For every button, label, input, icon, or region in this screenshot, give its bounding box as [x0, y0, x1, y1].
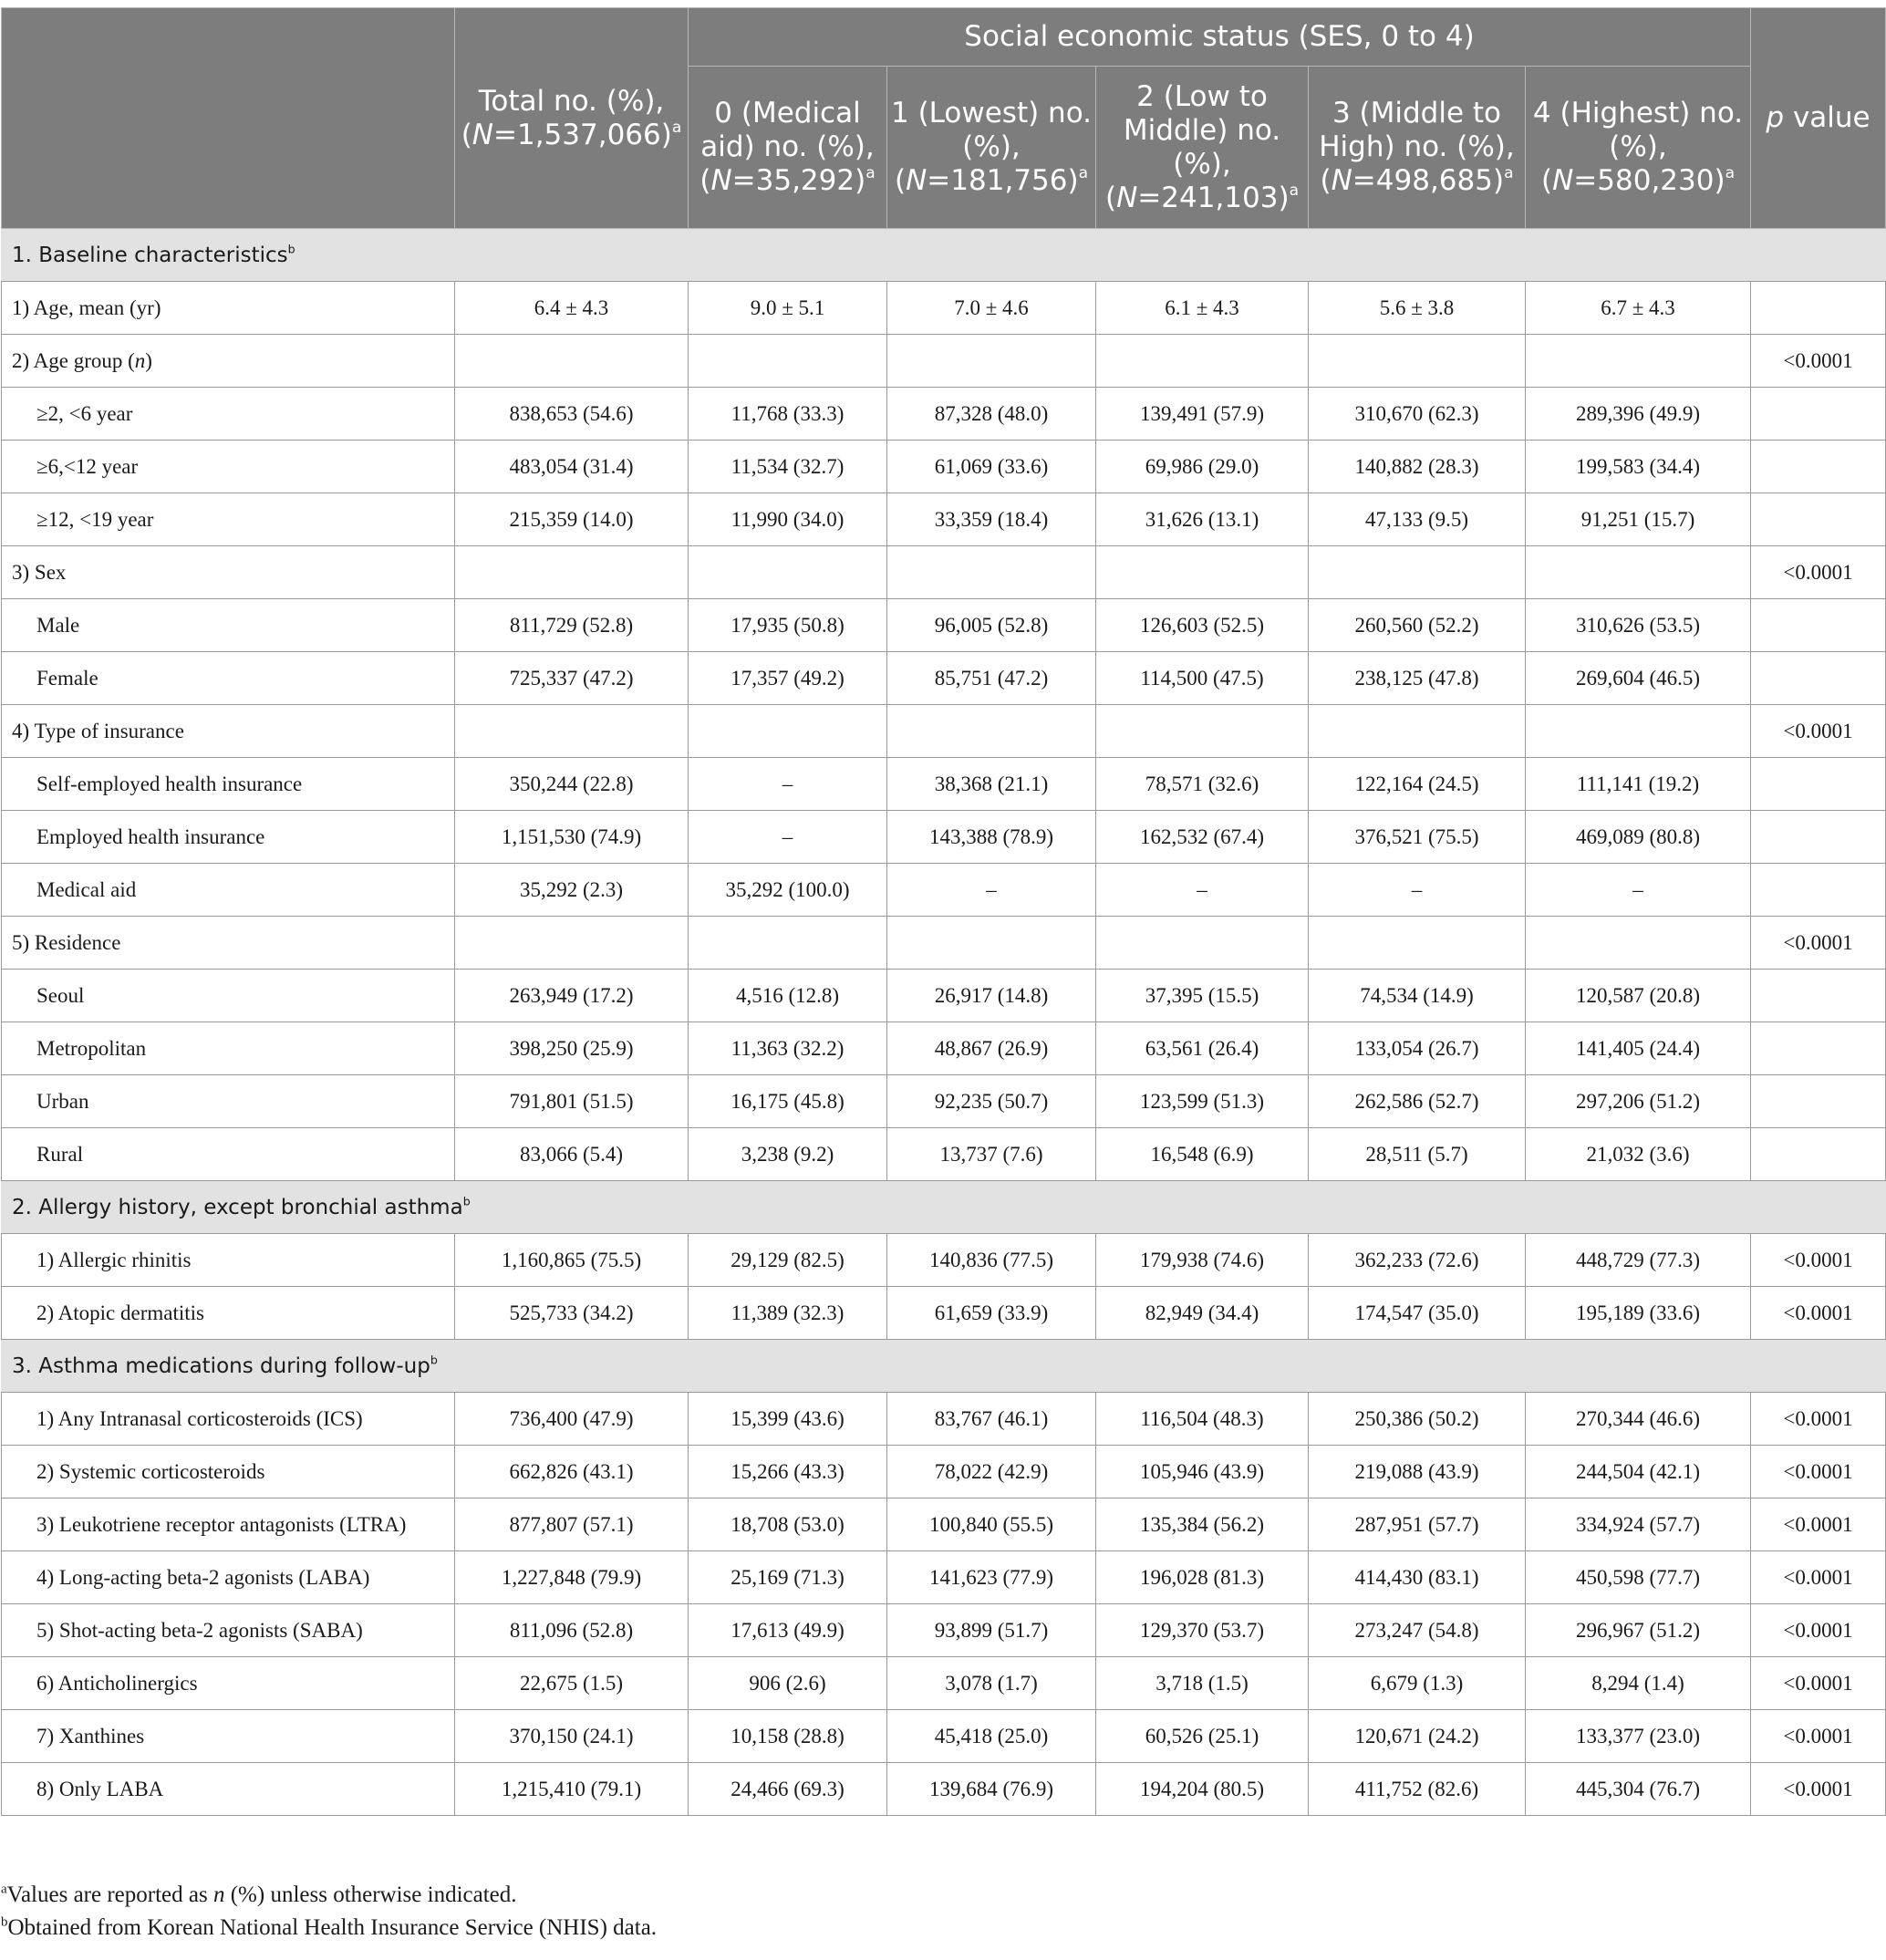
value-cell [1309, 917, 1526, 970]
table-row [2, 1604, 1886, 1657]
table-row [2, 1234, 1886, 1287]
footnote-ref: b [287, 242, 295, 256]
value-cell: 139,491 (57.9) [1096, 388, 1309, 441]
table-row [2, 493, 1886, 546]
value-cell: – [689, 811, 887, 864]
row-label: 4) Long-acting beta-2 agonists (LABA) [2, 1551, 455, 1604]
value-cell: 1,151,530 (74.9) [455, 811, 689, 864]
value-cell: 126,603 (52.5) [1096, 599, 1309, 652]
value-cell: 662,826 (43.1) [455, 1446, 689, 1499]
value-cell: 6.4 ± 4.3 [455, 282, 689, 335]
value-cell: 11,534 (32.7) [689, 441, 887, 493]
value-cell: 15,399 (43.6) [689, 1393, 887, 1446]
value-cell: 17,613 (49.9) [689, 1604, 887, 1657]
table-row [2, 1763, 1886, 1816]
value-cell: 25,169 (71.3) [689, 1551, 887, 1604]
table-row [2, 1128, 1886, 1181]
value-cell: 143,388 (78.9) [887, 811, 1096, 864]
header-col-label: 1 (Lowest) no. (%), [891, 97, 1092, 163]
value-cell [1096, 546, 1309, 599]
header-col-n: =181,756 [927, 164, 1068, 197]
header-col-n: =241,103 [1137, 181, 1279, 214]
value-cell: 6,679 (1.3) [1309, 1657, 1526, 1710]
value-cell: 1,160,865 (75.5) [455, 1234, 689, 1287]
section-title: 1. Baseline characteristics$^b$ [2, 229, 1886, 282]
p-value-cell: <0.0001 [1751, 1763, 1886, 1816]
p-value-cell: <0.0001 [1751, 1657, 1886, 1710]
table-row [2, 441, 1886, 493]
p-value-cell: <0.0001 [1751, 1446, 1886, 1499]
p-value-cell [1751, 1022, 1886, 1075]
row-label: Urban [2, 1075, 455, 1128]
value-cell: 811,096 (52.8) [455, 1604, 689, 1657]
value-cell: – [1526, 864, 1751, 917]
value-cell: 61,069 (33.6) [887, 441, 1096, 493]
table-row [2, 1710, 1886, 1763]
row-label: Seoul [2, 970, 455, 1022]
table-header [2, 8, 1886, 229]
value-cell: 262,586 (52.7) [1309, 1075, 1526, 1128]
value-cell: 140,836 (77.5) [887, 1234, 1096, 1287]
value-cell: 24,466 (69.3) [689, 1763, 887, 1816]
row-label: 2) Systemic corticosteroids [2, 1446, 455, 1499]
table-row [2, 1393, 1886, 1446]
value-cell: 18,708 (53.0) [689, 1499, 887, 1551]
footnote-ref: b [430, 1353, 438, 1367]
footnote: $^a$Values are reported as n (%) unless otherwise indicated. [1, 1882, 517, 1907]
table-row [2, 970, 1886, 1022]
table-body [2, 229, 1886, 1816]
header-col-ses2: 2 (Low to Middle) no. (%), (N=241,103)$^a$ [1096, 67, 1309, 229]
value-cell: – [689, 758, 887, 811]
value-cell: 47,133 (9.5) [1309, 493, 1526, 546]
value-cell: 310,670 (62.3) [1309, 388, 1526, 441]
value-cell: 838,653 (54.6) [455, 388, 689, 441]
value-cell [689, 335, 887, 388]
footnote-ref: a [1504, 164, 1514, 183]
value-cell: 448,729 (77.3) [1526, 1234, 1751, 1287]
p-value-cell [1751, 493, 1886, 546]
value-cell: 78,022 (42.9) [887, 1446, 1096, 1499]
value-cell: 83,767 (46.1) [887, 1393, 1096, 1446]
value-cell: 26,917 (14.8) [887, 970, 1096, 1022]
value-cell: 9.0 ± 5.1 [689, 282, 887, 335]
footnote-ref: a [865, 164, 876, 183]
value-cell: 139,684 (76.9) [887, 1763, 1096, 1816]
row-label: ≥2, <6 year [2, 388, 455, 441]
row-label: 3) Sex [2, 546, 455, 599]
footnote-ref: b [462, 1194, 471, 1208]
value-cell: 17,935 (50.8) [689, 599, 887, 652]
value-cell: 215,359 (14.0) [455, 493, 689, 546]
p-value-cell [1751, 864, 1886, 917]
header-col-label: 4 (Highest) no. (%), [1532, 97, 1744, 163]
value-cell: 60,526 (25.1) [1096, 1710, 1309, 1763]
value-cell: 120,671 (24.2) [1309, 1710, 1526, 1763]
value-cell: 116,504 (48.3) [1096, 1393, 1309, 1446]
value-cell: 525,733 (34.2) [455, 1287, 689, 1340]
value-cell: 140,882 (28.3) [1309, 441, 1526, 493]
table-row [2, 758, 1886, 811]
section-title: 2. Allergy history, except bronchial asthma$^b$ [2, 1181, 1886, 1234]
value-cell: 219,088 (43.9) [1309, 1446, 1526, 1499]
row-label: 8) Only LABA [2, 1763, 455, 1816]
value-cell [887, 917, 1096, 970]
row-label: Male [2, 599, 455, 652]
value-cell: 8,294 (1.4) [1526, 1657, 1751, 1710]
value-cell [689, 917, 887, 970]
value-cell: 7.0 ± 4.6 [887, 282, 1096, 335]
p-value-cell: <0.0001 [1751, 1499, 1886, 1551]
value-cell [887, 335, 1096, 388]
row-label: 1) Any Intranasal corticosteroids (ICS) [2, 1393, 455, 1446]
value-cell [455, 546, 689, 599]
value-cell: 350,244 (22.8) [455, 758, 689, 811]
p-value-cell [1751, 388, 1886, 441]
table-row [2, 1551, 1886, 1604]
table-row [2, 705, 1886, 758]
value-cell: 398,250 (25.9) [455, 1022, 689, 1075]
value-cell [455, 917, 689, 970]
p-value-cell: <0.0001 [1751, 1604, 1886, 1657]
value-cell: 38,368 (21.1) [887, 758, 1096, 811]
table-row [2, 1499, 1886, 1551]
p-value-cell [1751, 1075, 1886, 1128]
value-cell [887, 705, 1096, 758]
value-cell: 16,175 (45.8) [689, 1075, 887, 1128]
header-ses-group: Social economic status (SES, 0 to 4) [689, 8, 1751, 67]
value-cell: 29,129 (82.5) [689, 1234, 887, 1287]
row-label: 2) Age group (n) [2, 335, 455, 388]
value-cell: 791,801 (51.5) [455, 1075, 689, 1128]
value-cell [1526, 546, 1751, 599]
row-label: Metropolitan [2, 1022, 455, 1075]
value-cell: 93,899 (51.7) [887, 1604, 1096, 1657]
p-value-cell [1751, 1128, 1886, 1181]
value-cell: 877,807 (57.1) [455, 1499, 689, 1551]
value-cell: 22,675 (1.5) [455, 1657, 689, 1710]
value-cell [1309, 335, 1526, 388]
header-col-n: =580,230 [1573, 164, 1715, 197]
header-col-n: =498,685 [1352, 164, 1493, 197]
value-cell: 162,532 (67.4) [1096, 811, 1309, 864]
row-label: 5) Shot-acting beta-2 agonists (SABA) [2, 1604, 455, 1657]
value-cell [1309, 705, 1526, 758]
header-col-label: 3 (Middle to High) no. (%), [1319, 97, 1515, 163]
value-cell: 111,141 (19.2) [1526, 758, 1751, 811]
pvalue-rest: value [1784, 101, 1870, 134]
value-cell: 5.6 ± 3.8 [1309, 282, 1526, 335]
value-cell: – [1096, 864, 1309, 917]
value-cell: 123,599 (51.3) [1096, 1075, 1309, 1128]
value-cell: 194,204 (80.5) [1096, 1763, 1309, 1816]
value-cell [1096, 335, 1309, 388]
value-cell: 11,389 (32.3) [689, 1287, 887, 1340]
section-header-row [2, 1181, 1886, 1234]
value-cell: 334,924 (57.7) [1526, 1499, 1751, 1551]
value-cell: 376,521 (75.5) [1309, 811, 1526, 864]
table-row [2, 282, 1886, 335]
p-value-cell [1751, 652, 1886, 705]
p-value-cell: <0.0001 [1751, 1287, 1886, 1340]
table-row [2, 652, 1886, 705]
value-cell: 3,718 (1.5) [1096, 1657, 1309, 1710]
value-cell: 238,125 (47.8) [1309, 652, 1526, 705]
value-cell: 11,363 (32.2) [689, 1022, 887, 1075]
header-col-ses1: 1 (Lowest) no. (%), (N=181,756)$^a$ [887, 67, 1096, 229]
value-cell: 129,370 (53.7) [1096, 1604, 1309, 1657]
value-cell [455, 335, 689, 388]
value-cell: 6.1 ± 4.3 [1096, 282, 1309, 335]
value-cell: 133,377 (23.0) [1526, 1710, 1751, 1763]
value-cell: 3,078 (1.7) [887, 1657, 1096, 1710]
value-cell: 15,266 (43.3) [689, 1446, 887, 1499]
value-cell: 483,054 (31.4) [455, 441, 689, 493]
p-value-cell: <0.0001 [1751, 1234, 1886, 1287]
value-cell: 6.7 ± 4.3 [1526, 282, 1751, 335]
value-cell: 3,238 (9.2) [689, 1128, 887, 1181]
value-cell [455, 705, 689, 758]
value-cell: 45,418 (25.0) [887, 1710, 1096, 1763]
p-value-cell [1751, 758, 1886, 811]
footnote-ref: a [1725, 164, 1736, 183]
table-row [2, 546, 1886, 599]
table-row [2, 1075, 1886, 1128]
table-row [2, 1022, 1886, 1075]
p-value-cell [1751, 970, 1886, 1022]
value-cell: 179,938 (74.6) [1096, 1234, 1309, 1287]
row-label: ≥12, <19 year [2, 493, 455, 546]
value-cell: – [1309, 864, 1526, 917]
row-label: 3) Leukotriene receptor antagonists (LTRA) [2, 1499, 455, 1551]
row-label: 4) Type of insurance [2, 705, 455, 758]
table-row [2, 917, 1886, 970]
value-cell: 469,089 (80.8) [1526, 811, 1751, 864]
pvalue-p: p [1766, 101, 1785, 134]
row-label: Female [2, 652, 455, 705]
section-title: 3. Asthma medications during follow-$up^b$ [2, 1340, 1886, 1393]
value-cell: 91,251 (15.7) [1526, 493, 1751, 546]
value-cell: 114,500 (47.5) [1096, 652, 1309, 705]
value-cell: 37,395 (15.5) [1096, 970, 1309, 1022]
value-cell: 92,235 (50.7) [887, 1075, 1096, 1128]
header-col-pvalue [1751, 8, 1886, 229]
value-cell: 269,604 (46.5) [1526, 652, 1751, 705]
value-cell [1526, 917, 1751, 970]
table-row [2, 811, 1886, 864]
table-row [2, 1657, 1886, 1710]
row-label: Self-employed health insurance [2, 758, 455, 811]
value-cell [689, 705, 887, 758]
header-col-label: 2 (Low to Middle) no. (%), [1123, 79, 1281, 181]
value-cell: 250,386 (50.2) [1309, 1393, 1526, 1446]
value-cell: 196,028 (81.3) [1096, 1551, 1309, 1604]
p-value-cell: <0.0001 [1751, 705, 1886, 758]
value-cell: 906 (2.6) [689, 1657, 887, 1710]
row-label: 6) Anticholinergics [2, 1657, 455, 1710]
header-col-total: Total no. (%), (N=1,537,066)$^a$ [455, 8, 689, 229]
p-value-cell [1751, 441, 1886, 493]
value-cell: 270,344 (46.6) [1526, 1393, 1751, 1446]
footnote-ref: a [1289, 181, 1300, 200]
value-cell [1526, 705, 1751, 758]
footnotes [1, 1879, 657, 1944]
value-cell: 310,626 (53.5) [1526, 599, 1751, 652]
value-cell: 141,405 (24.4) [1526, 1022, 1751, 1075]
section-header-row [2, 1340, 1886, 1393]
p-value-cell: <0.0001 [1751, 1551, 1886, 1604]
p-value-cell: <0.0001 [1751, 335, 1886, 388]
value-cell: 11,768 (33.3) [689, 388, 887, 441]
value-cell: 133,054 (26.7) [1309, 1022, 1526, 1075]
p-value-cell: <0.0001 [1751, 1710, 1886, 1763]
value-cell: 141,623 (77.9) [887, 1551, 1096, 1604]
table-row [2, 388, 1886, 441]
header-col-n: =1,537,066 [493, 118, 661, 151]
value-cell: 260,560 (52.2) [1309, 599, 1526, 652]
value-cell: 28,511 (5.7) [1309, 1128, 1526, 1181]
header-col-ses4: 4 (Highest) no. (%), (N=580,230)$^a$ [1526, 67, 1751, 229]
value-cell: 100,840 (55.5) [887, 1499, 1096, 1551]
p-value-cell [1751, 599, 1886, 652]
value-cell: 35,292 (100.0) [689, 864, 887, 917]
header-col-ses0: 0 (Medical aid) no. (%), (N=35,292)$^a$ [689, 67, 887, 229]
header-col-label: Total no. (%), [478, 84, 665, 118]
value-cell: 35,292 (2.3) [455, 864, 689, 917]
p-value-cell [1751, 811, 1886, 864]
value-cell: 736,400 (47.9) [455, 1393, 689, 1446]
value-cell: 83,066 (5.4) [455, 1128, 689, 1181]
row-label: Rural [2, 1128, 455, 1181]
table-row [2, 864, 1886, 917]
value-cell: 122,164 (24.5) [1309, 758, 1526, 811]
value-cell: 105,946 (43.9) [1096, 1446, 1309, 1499]
value-cell: 33,359 (18.4) [887, 493, 1096, 546]
value-cell: 244,504 (42.1) [1526, 1446, 1751, 1499]
value-cell: 78,571 (32.6) [1096, 758, 1309, 811]
value-cell [1309, 546, 1526, 599]
header-col-label: 0 (Medical aid) no. (%), [700, 97, 875, 163]
value-cell: 120,587 (20.8) [1526, 970, 1751, 1022]
value-cell: 17,357 (49.2) [689, 652, 887, 705]
value-cell: – [887, 864, 1096, 917]
header-col-ses3: 3 (Middle to High) no. (%), (N=498,685)$^a$ [1309, 67, 1526, 229]
row-label: 2) Atopic dermatitis [2, 1287, 455, 1340]
value-cell: 370,150 (24.1) [455, 1710, 689, 1763]
value-cell: 16,548 (6.9) [1096, 1128, 1309, 1181]
p-value-cell [1751, 282, 1886, 335]
data-table [1, 7, 1886, 1816]
table-row [2, 1287, 1886, 1340]
value-cell: 63,561 (26.4) [1096, 1022, 1309, 1075]
value-cell: 1,227,848 (79.9) [455, 1551, 689, 1604]
row-label: Medical aid [2, 864, 455, 917]
value-cell [1096, 917, 1309, 970]
value-cell [1096, 705, 1309, 758]
value-cell: 297,206 (51.2) [1526, 1075, 1751, 1128]
value-cell: 174,547 (35.0) [1309, 1287, 1526, 1340]
row-label: 7) Xanthines [2, 1710, 455, 1763]
row-label: 1) Allergic rhinitis [2, 1234, 455, 1287]
table-row [2, 335, 1886, 388]
p-value-cell: <0.0001 [1751, 917, 1886, 970]
section-header-row [2, 229, 1886, 282]
value-cell: 289,396 (49.9) [1526, 388, 1751, 441]
value-cell: 273,247 (54.8) [1309, 1604, 1526, 1657]
value-cell: 362,233 (72.6) [1309, 1234, 1526, 1287]
row-label: ≥6,<12 year [2, 441, 455, 493]
value-cell [689, 546, 887, 599]
value-cell: 4,516 (12.8) [689, 970, 887, 1022]
value-cell: 61,659 (33.9) [887, 1287, 1096, 1340]
value-cell: 411,752 (82.6) [1309, 1763, 1526, 1816]
footnote-ref: a [671, 118, 682, 137]
value-cell: 31,626 (13.1) [1096, 493, 1309, 546]
value-cell: 287,951 (57.7) [1309, 1499, 1526, 1551]
footnote: $^b$Obtained from Korean National Health Insurance Service (NHIS) data. [1, 1914, 658, 1940]
value-cell: 96,005 (52.8) [887, 599, 1096, 652]
value-cell: 135,384 (56.2) [1096, 1499, 1309, 1551]
header-col-n: =35,292 [731, 164, 855, 197]
table-row [2, 599, 1886, 652]
value-cell: 199,583 (34.4) [1526, 441, 1751, 493]
value-cell: 450,598 (77.7) [1526, 1551, 1751, 1604]
value-cell: 414,430 (83.1) [1309, 1551, 1526, 1604]
value-cell: 445,304 (76.7) [1526, 1763, 1751, 1816]
value-cell: 74,534 (14.9) [1309, 970, 1526, 1022]
value-cell: 21,032 (3.6) [1526, 1128, 1751, 1181]
row-label: 5) Residence [2, 917, 455, 970]
table-row [2, 1446, 1886, 1499]
p-value-cell: <0.0001 [1751, 1393, 1886, 1446]
value-cell: 85,751 (47.2) [887, 652, 1096, 705]
value-cell: 195,189 (33.6) [1526, 1287, 1751, 1340]
value-cell [1526, 335, 1751, 388]
value-cell: 296,967 (51.2) [1526, 1604, 1751, 1657]
value-cell: 87,328 (48.0) [887, 388, 1096, 441]
value-cell: 1,215,410 (79.1) [455, 1763, 689, 1816]
value-cell: 13,737 (7.6) [887, 1128, 1096, 1181]
row-label: 1) Age, mean (yr) [2, 282, 455, 335]
p-value-cell: <0.0001 [1751, 546, 1886, 599]
value-cell: 69,986 (29.0) [1096, 441, 1309, 493]
value-cell [887, 546, 1096, 599]
row-label: Employed health insurance [2, 811, 455, 864]
value-cell: 263,949 (17.2) [455, 970, 689, 1022]
value-cell: 10,158 (28.8) [689, 1710, 887, 1763]
value-cell: 725,337 (47.2) [455, 652, 689, 705]
header-blank-cell [2, 8, 455, 229]
footnote-ref: a [1078, 164, 1089, 183]
value-cell: 11,990 (34.0) [689, 493, 887, 546]
value-cell: 82,949 (34.4) [1096, 1287, 1309, 1340]
value-cell: 48,867 (26.9) [887, 1022, 1096, 1075]
value-cell: 811,729 (52.8) [455, 599, 689, 652]
